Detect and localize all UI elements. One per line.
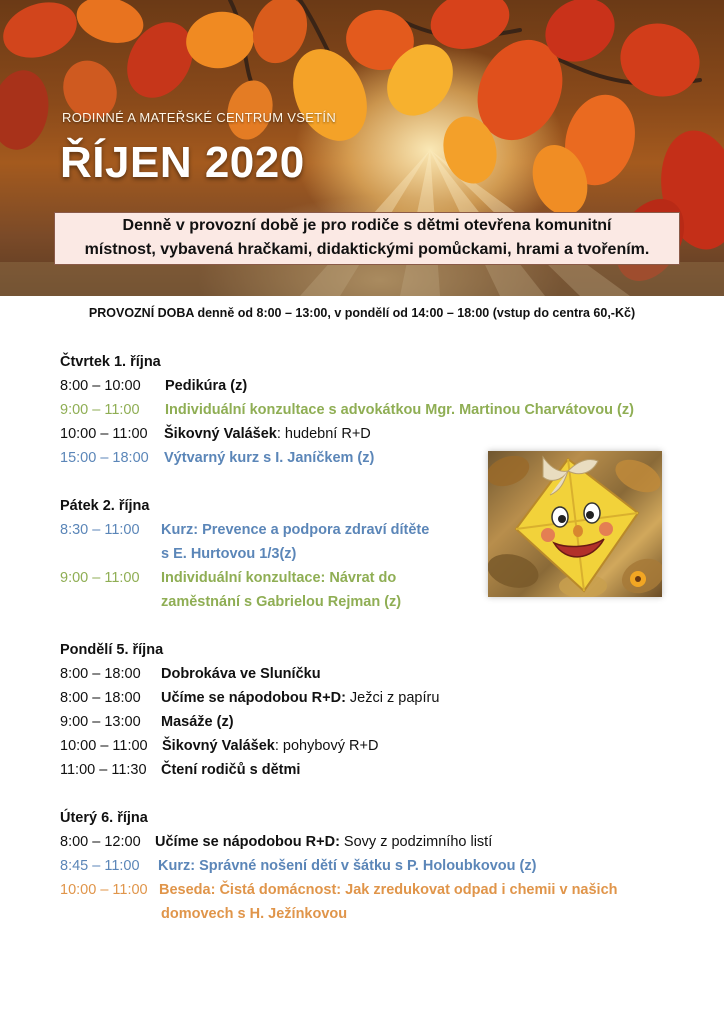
event-title: Učíme se nápodobou R+D: xyxy=(161,690,346,706)
event-title: Dobrokáva ve Sluníčku xyxy=(161,666,321,682)
event-detail: : hudební R+D xyxy=(276,426,371,442)
event-row xyxy=(60,686,700,710)
header-banner xyxy=(0,0,724,296)
day-heading: Úterý 6. října xyxy=(60,810,148,826)
event-row xyxy=(60,830,700,854)
event-title: Výtvarný kurz s I. Janíčkem (z) xyxy=(164,450,375,466)
event-title: Šikovný Valášek xyxy=(162,738,275,754)
event-time: 9:00 – 11:00 xyxy=(60,570,140,586)
day-heading: Čtvrtek 1. října xyxy=(60,354,161,370)
event-time: 8:00 – 18:00 xyxy=(60,666,141,682)
day-heading: Pátek 2. října xyxy=(60,498,150,514)
event-time: 9:00 – 11:00 xyxy=(60,402,140,418)
event-row xyxy=(60,758,700,782)
event-time: 15:00 – 18:00 xyxy=(60,450,149,466)
event-row-continued xyxy=(60,902,700,926)
event-title: Beseda: Čistá domácnost: Jak zredukovat odpad i chemii v našich xyxy=(159,882,618,898)
event-time: 8:45 – 11:00 xyxy=(60,858,140,874)
event-title: Individuální konzultace: Návrat do xyxy=(161,570,397,586)
event-time: 10:00 – 11:00 xyxy=(60,426,148,442)
event-title-continued: domovech s H. Ježínkovou xyxy=(161,906,348,922)
event-time: 9:00 – 13:00 xyxy=(60,714,141,730)
event-time: 11:00 – 11:30 xyxy=(60,762,147,778)
event-title: Čtení rodičů s dětmi xyxy=(161,762,301,778)
event-row xyxy=(60,662,700,686)
day-heading: Pondělí 5. října xyxy=(60,642,164,658)
event-time: 10:00 – 11:00 xyxy=(60,882,148,898)
event-row xyxy=(60,398,700,422)
schedule xyxy=(60,350,700,926)
kite-illustration xyxy=(488,451,662,597)
event-detail: Ježci z papíru xyxy=(345,690,440,706)
event-detail: Sovy z podzimního listí xyxy=(339,834,493,850)
event-time: 8:00 – 18:00 xyxy=(60,690,141,706)
page-title: ŘÍJEN 2020 xyxy=(60,138,305,187)
event-row xyxy=(60,878,700,902)
event-title: Šikovný Valášek xyxy=(164,426,277,442)
opening-hours: PROVOZNÍ DOBA denně od 8:00 – 13:00, v pondělí od 14:00 – 18:00 (vstup do centra 60,-Kč) xyxy=(88,306,636,320)
event-time: 8:00 – 10:00 xyxy=(60,378,141,394)
event-row xyxy=(60,734,700,758)
event-title: Masáže (z) xyxy=(161,714,234,730)
event-title: Individuální konzultace s advokátkou Mgr. Martinou Charvátovou (z) xyxy=(165,402,634,418)
smiling-kite-icon xyxy=(488,451,662,597)
event-title: Pedikúra (z) xyxy=(165,378,248,394)
event-detail: : pohybový R+D xyxy=(274,738,379,754)
event-title: Kurz: Prevence a podpora zdraví dítěte xyxy=(161,522,430,538)
notice-line-1: Denně v provozní době je pro rodiče s dětmi otevřena komunitní xyxy=(122,217,612,234)
event-row xyxy=(60,374,700,398)
notice-box xyxy=(54,212,680,265)
event-row xyxy=(60,854,700,878)
event-row xyxy=(60,710,700,734)
event-title: Učíme se nápodobou R+D: xyxy=(155,834,340,850)
notice-line-2: místnost, vybavená hračkami, didaktickými pomůckami, hrami a tvořením. xyxy=(84,241,650,258)
event-time: 8:30 – 11:00 xyxy=(60,522,140,538)
event-title: Kurz: Správné nošení dětí v šátku s P. Holoubkovou (z) xyxy=(158,858,537,874)
event-title-continued: s E. Hurtovou 1/3(z) xyxy=(161,546,297,562)
event-row xyxy=(60,422,700,446)
event-time: 8:00 – 12:00 xyxy=(60,834,141,850)
event-title-continued: zaměstnání s Gabrielou Rejman (z) xyxy=(161,594,402,610)
organization-name: RODINNÉ A MATEŘSKÉ CENTRUM VSETÍN xyxy=(62,110,337,125)
event-time: 10:00 – 11:00 xyxy=(60,738,148,754)
